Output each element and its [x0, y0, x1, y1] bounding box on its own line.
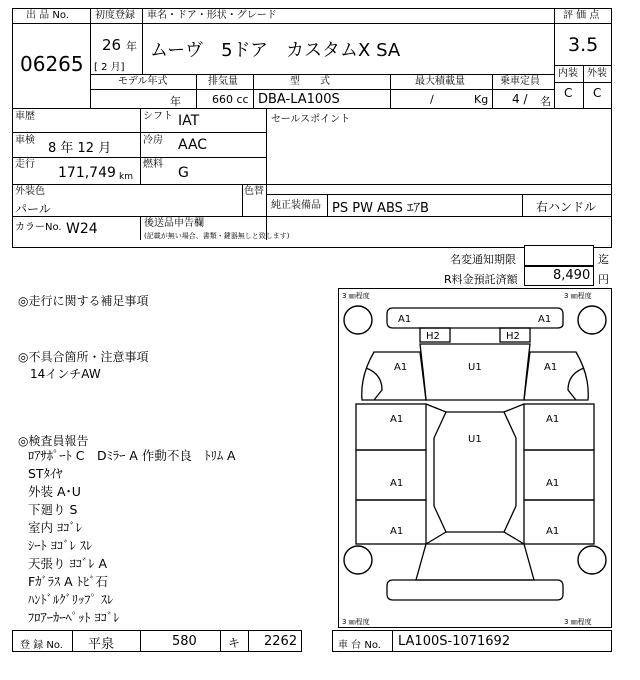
first-reg-month: [ 2 月] — [94, 62, 125, 73]
max-load-label: 最大積載量 — [415, 76, 465, 87]
mark-hood: U1 — [468, 362, 482, 373]
tire-rr-label: 3 ㎜程度 — [564, 618, 592, 626]
inspector-report — [28, 447, 236, 627]
color-no-label: カラーNo. — [15, 222, 62, 233]
grade-value: 3.5 — [568, 34, 599, 56]
mark-rear-door-r: A1 — [546, 478, 560, 489]
history-label: 車歴 — [15, 111, 35, 122]
inspector-line: 天張り ﾖｺﾞﾚ A — [28, 556, 107, 571]
inspection-value: 8 年 12 月 — [48, 141, 112, 156]
lot-no-label: 出 品 No. — [26, 10, 69, 21]
capacity-unit: 名 — [540, 95, 551, 108]
mark-headlight-r: H2 — [506, 331, 520, 342]
color-value: パール — [15, 202, 51, 216]
damage-diagram — [338, 288, 612, 628]
mark-quarter-l: A1 — [390, 526, 404, 537]
mileage-label: 走行 — [15, 159, 35, 170]
reg-kana: キ — [228, 636, 241, 650]
chassis-label: 車 台 No. — [338, 640, 381, 651]
model-year: 年 — [170, 95, 181, 108]
mark-headlight-l: H2 — [426, 331, 440, 342]
inspector-line: 外装 A･U — [28, 484, 81, 499]
tire-fl-label: 3 ㎜程度 — [342, 292, 370, 300]
mileage-unit: km — [119, 172, 133, 182]
aftermarket-label: 後送品申告欄 — [144, 218, 204, 229]
color-label: 外装色 — [15, 186, 45, 197]
exterior-grade: C — [593, 86, 602, 100]
car-name-label: 車名・ドア・形状・グレード — [147, 10, 277, 21]
capacity: 4 / — [512, 92, 528, 106]
reg-label: 登 録 No. — [20, 640, 63, 651]
car-name: ムーヴ 5ドア カスタムX SA — [150, 40, 401, 61]
mark-rear-door-l: A1 — [390, 478, 404, 489]
recycle-label: R料金預託済額 — [444, 273, 518, 286]
shift-value: IAT — [178, 113, 200, 129]
mark-fender-l: A1 — [394, 362, 408, 373]
inspector-line: 室内 ﾖｺﾞﾚ — [28, 520, 82, 535]
defect-line: 14インチAW — [30, 367, 101, 381]
max-load-sep: / — [430, 93, 434, 106]
mileage-value: 171,749 — [58, 165, 116, 181]
mark-fender-r: A1 — [544, 362, 558, 373]
inspector-line: ｼｰﾄ ﾖｺﾞﾚ ｽﾚ — [28, 538, 93, 553]
fuel-value: G — [178, 165, 189, 181]
exterior-label: 外装 — [587, 68, 607, 79]
tire-rl-label: 3 ㎜程度 — [342, 618, 370, 626]
grade-label: 評 価 点 — [563, 10, 600, 21]
max-load-unit: Kg — [474, 93, 489, 106]
mark-front-door-r: A1 — [546, 414, 560, 425]
mark-quarter-r: A1 — [546, 526, 560, 537]
inspector-line: ﾌﾛｱｰｶｰﾍﾟｯﾄ ﾖｺﾞﾚ — [28, 610, 120, 625]
reg-number: 2262 — [264, 634, 298, 649]
reg-area: 平泉 — [88, 637, 115, 652]
inspector-title: ◎検査員報告 — [18, 434, 89, 448]
recycle-value: 8,490 — [553, 268, 591, 283]
aftermarket-note: (記載が無い場合、書類・鍵器無しと致します) — [144, 232, 290, 240]
tire-fr-label: 3 ㎜程度 — [564, 292, 592, 300]
ac-value: AAC — [178, 137, 208, 153]
model-year-label: モデル年式 — [118, 76, 168, 87]
lot-no: 06265 — [20, 52, 84, 76]
interior-grade: C — [564, 86, 573, 100]
recycle-unit: 円 — [598, 273, 609, 286]
type-label: 型 式 — [290, 76, 330, 87]
year-unit: 年 — [126, 40, 137, 53]
title-change-unit: 迄 — [598, 253, 609, 266]
sales-points-label: セールスポイント — [271, 114, 351, 125]
repaint-label: 色替 — [244, 186, 264, 197]
inspector-line: 下廻り S — [28, 502, 78, 517]
mark-roof: U1 — [468, 434, 482, 445]
first-reg-year: 26 — [102, 36, 122, 54]
color-no-value: W24 — [66, 221, 98, 237]
fuel-label: 燃料 — [143, 159, 163, 170]
inspector-line: Fｶﾞﾗｽ A ﾄﾋﾞ石 — [28, 574, 108, 589]
type-value: DBA-LA100S — [258, 92, 340, 107]
shift-label: シフト — [143, 111, 173, 122]
displacement-label: 排気量 — [208, 76, 238, 87]
equipment-label: 純正装備品 — [271, 200, 321, 211]
inspection-label: 車検 — [15, 135, 35, 146]
displacement: 660 cc — [212, 93, 249, 106]
mark-front-bumper-l: A1 — [398, 314, 412, 325]
driving-remarks-title: ◎走行に関する補足事項 — [18, 294, 149, 308]
mark-front-bumper-r: A1 — [538, 314, 552, 325]
inspector-line: STﾀｲﾔ — [28, 466, 63, 481]
chassis-number: LA100S-1071692 — [398, 634, 511, 649]
mark-front-door-l: A1 — [390, 414, 404, 425]
title-change-box — [524, 245, 594, 266]
ac-label: 冷房 — [143, 135, 163, 146]
equipment-value: PS PW ABS ｴｱB — [332, 201, 429, 216]
first-reg-label: 初度登録 — [95, 10, 135, 21]
inspector-line: ﾛｱｻﾎﾟｰﾄ C Dﾐﾗｰ A 作動不良 ﾄﾘﾑ A — [28, 448, 236, 463]
interior-label: 内装 — [558, 68, 578, 79]
reg-class: 580 — [172, 634, 197, 649]
title-change-label: 名変通知期限 — [450, 253, 516, 266]
defects-title: ◎不具合箇所・注意事項 — [18, 350, 149, 364]
capacity-label: 乗車定員 — [500, 76, 540, 87]
inspector-line: ﾊﾝﾄﾞﾙｸﾞﾘｯﾌﾟ ｽﾚ — [28, 592, 114, 607]
steering-value: 右ハンドル — [536, 200, 597, 214]
